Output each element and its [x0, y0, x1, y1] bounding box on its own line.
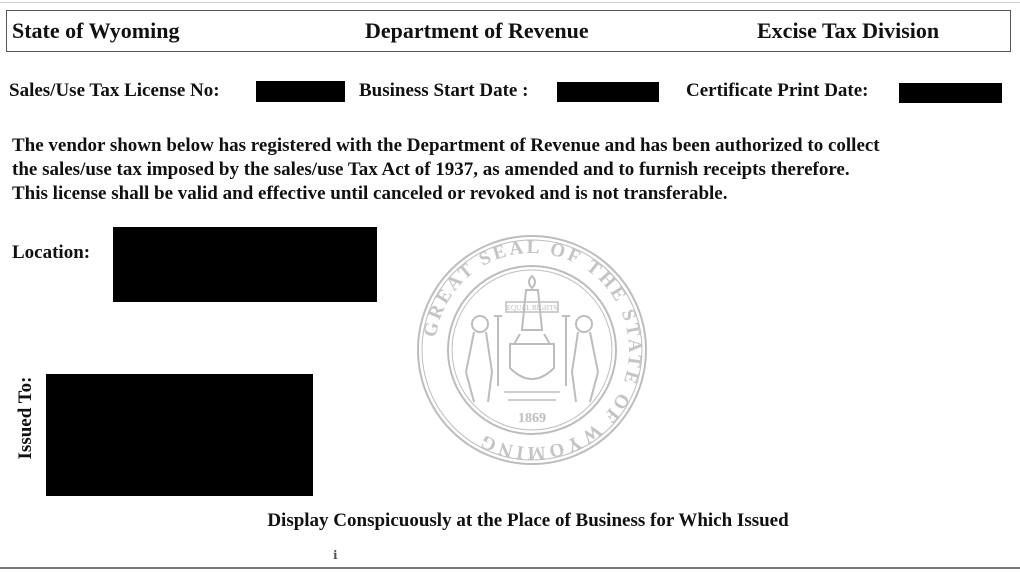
bottom-border-line: [0, 567, 1020, 569]
header-box: [6, 10, 1011, 52]
issued-to-label: Issued To:: [15, 376, 36, 460]
business-start-date-label: Business Start Date :: [359, 80, 529, 101]
department-title: Department of Revenue: [365, 18, 589, 43]
license-number-label: Sales/Use Tax License No:: [9, 80, 220, 101]
location-label: Location:: [12, 242, 91, 263]
division-title: Excise Tax Division: [757, 18, 940, 43]
great-seal-of-wyoming: [414, 232, 650, 468]
seal-year: 1869: [518, 411, 546, 426]
paragraph-line-3: This license shall be valid and effective until canceled or revoked and is not transferable.: [12, 183, 728, 204]
top-border-line: [0, 2, 1020, 3]
paragraph-line-2: the sales/use tax imposed by the sales/use Tax Act of 1937, as amended and to furnish receipts therefore.: [12, 159, 850, 180]
authorization-paragraph: [12, 134, 1012, 206]
issued-to-redaction: [46, 374, 313, 496]
license-number-redaction: [256, 81, 345, 102]
paragraph-line-1: The vendor shown below has registered with the Department of Revenue and has been authorized to collect: [12, 135, 880, 156]
certificate-print-date-redaction: [899, 83, 1002, 103]
seal-motto: EQUAL RIGHTS: [506, 304, 558, 312]
business-start-date-redaction: [557, 82, 659, 102]
scan-speck: ℹ: [333, 548, 338, 562]
display-instruction: Display Conspicuously at the Place of Business for Which Issued: [267, 510, 789, 531]
location-redaction: [113, 227, 377, 302]
state-title: State of Wyoming: [12, 18, 180, 43]
certificate-print-date-label: Certificate Print Date:: [686, 80, 869, 101]
seal-text: GREAT SEAL OF THE STATE OF WYOMING: [419, 236, 646, 464]
svg-text:GREAT SEAL OF THE STATE OF WYO: [420, 237, 645, 463]
